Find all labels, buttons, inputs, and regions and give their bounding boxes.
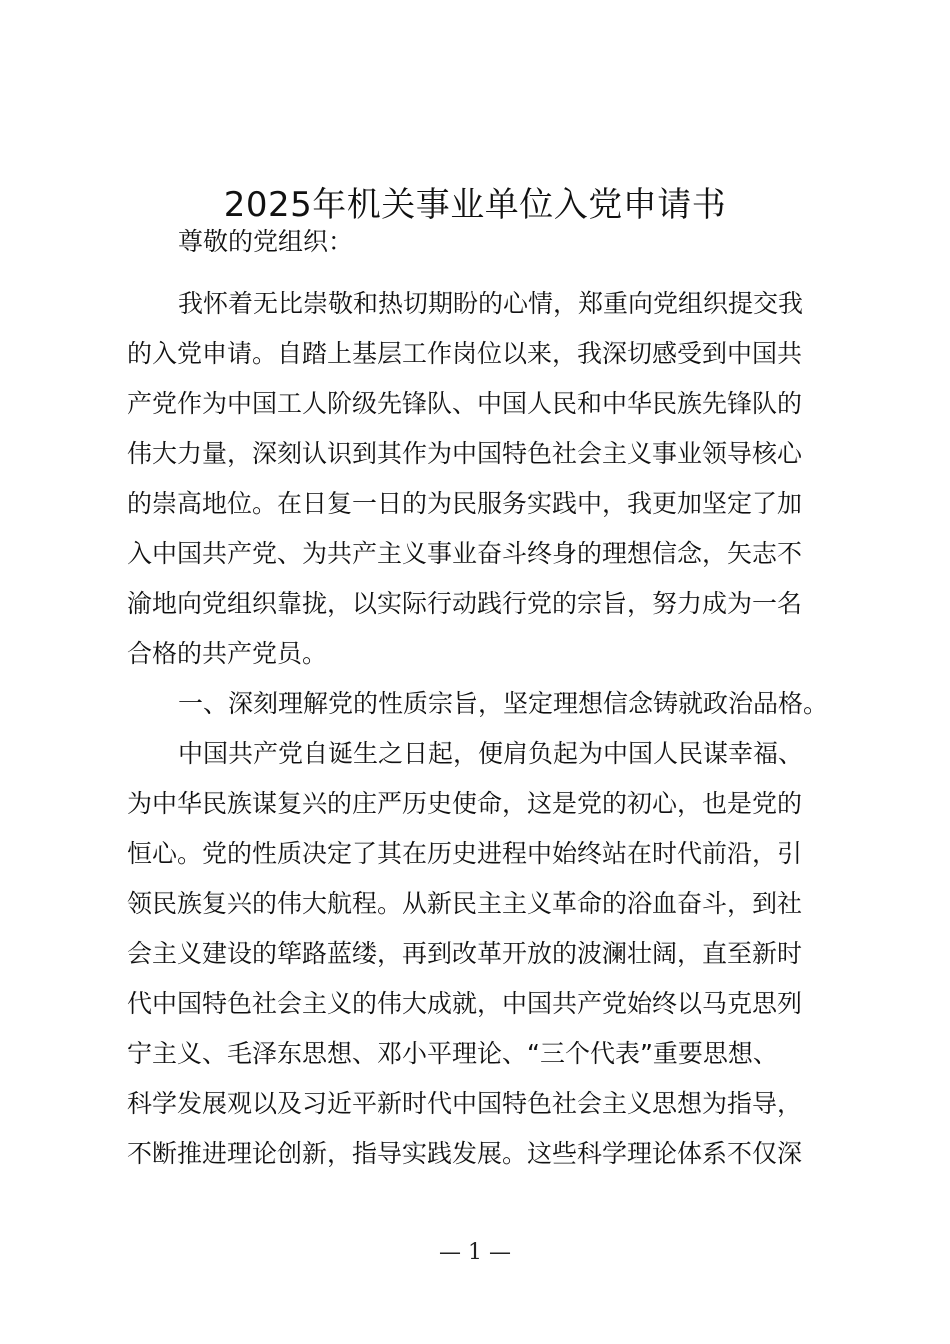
salutation: 尊敬的党组织： xyxy=(178,227,354,256)
body-line: 代中国特色社会主义的伟大成就，中国共产党始终以马克思列 xyxy=(127,989,803,1018)
body-line: 恒心。党的性质决定了其在历史进程中始终站在时代前沿，引 xyxy=(127,839,803,868)
body-line: 为中华民族谋复兴的庄严历史使命，这是党的初心，也是党的 xyxy=(127,789,803,818)
body-line: 的入党申请。自踏上基层工作岗位以来，我深切感受到中国共 xyxy=(127,339,803,368)
page-number: — 1 — xyxy=(439,1240,511,1265)
body-line: 入中国共产党、为共产主义事业奋斗终身的理想信念，矢志不 xyxy=(127,539,803,568)
body-line: 产党作为中国工人阶级先锋队、中国人民和中华民族先锋队的 xyxy=(127,389,803,418)
body-line: 会主义建设的筚路蓝缕，再到改革开放的波澜壮阔，直至新时 xyxy=(127,939,803,968)
body-line: 合格的共产党员。 xyxy=(127,639,328,668)
body-line: 的崇高地位。在日复一日的为民服务实践中，我更加坚定了加 xyxy=(127,489,803,518)
document-title: 2025年机关事业单位入党申请书 xyxy=(223,185,727,225)
body-line: 渝地向党组织靠拢，以实际行动践行党的宗旨，努力成为一名 xyxy=(127,589,803,618)
body-line: 宁主义、毛泽东思想、邓小平理论、“三个代表”重要思想、 xyxy=(127,1039,778,1068)
body-line: 不断推进理论创新，指导实践发展。这些科学理论体系不仅深 xyxy=(127,1139,803,1168)
body-line: 中国共产党自诞生之日起，便肩负起为中国人民谋幸福、 xyxy=(178,739,804,768)
body-line: 伟大力量，深刻认识到其作为中国特色社会主义事业领导核心 xyxy=(127,439,803,468)
body-line: 领民族复兴的伟大航程。从新民主主义革命的浴血奋斗，到社 xyxy=(127,889,803,918)
section-heading: 一、深刻理解党的性质宗旨，坚定理想信念铸就政治品格。 xyxy=(178,689,829,718)
body-line: 我怀着无比崇敬和热切期盼的心情，郑重向党组织提交我 xyxy=(178,289,804,318)
body-line: 科学发展观以及习近平新时代中国特色社会主义思想为指导， xyxy=(127,1089,803,1118)
